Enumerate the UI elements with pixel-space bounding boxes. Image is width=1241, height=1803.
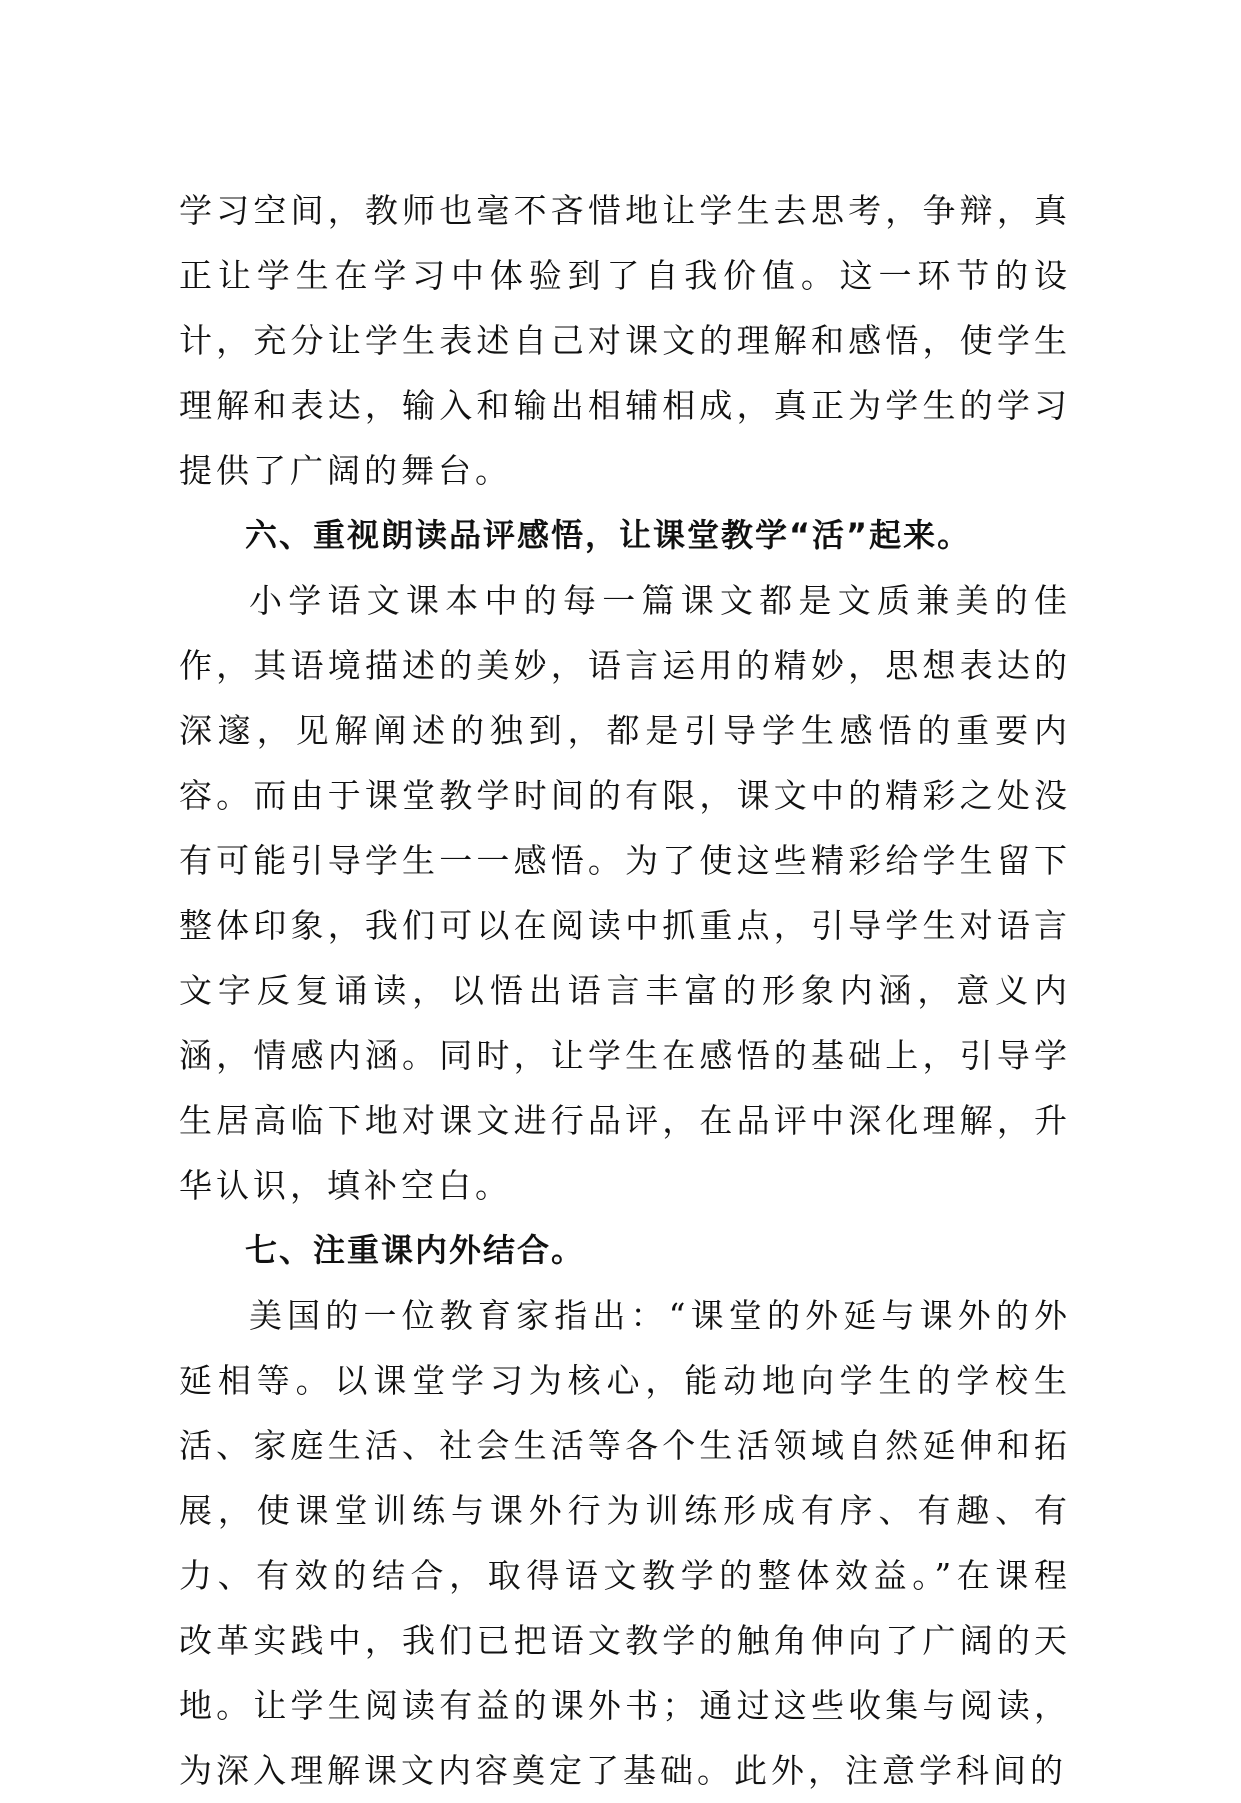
section-heading-6: 六、重视朗读品评感悟，让课堂教学“活”起来。	[245, 516, 972, 554]
section-heading-7: 七、注重课内外结合。	[245, 1231, 586, 1269]
body-paragraph: 美国的一位教育家指出：“课堂的外延与课外的外延相等。以课堂学习为核心，能动地向学生的学校生活、家庭生活、社会生活等各个生活领域自然延伸和拓展，使课堂训练与课外行为训练形成有序、有趣、有力、有效的结合，取得语文教学的整体效益。”在课程改革实践中，我们已把语文教学的触角伸向了广阔的天地。让学生阅读有益的课外书；通过这些收集与阅读，为深入理解课文内容奠定了基础。此外，注意学科间的	[179, 1296, 1071, 1790]
body-paragraph: 学习空间，教师也毫不吝惜地让学生去思考，争辩，真正让学生在学习中体验到了自我价值。这一环节的设计，充分让学生表述自己对课文的理解和感悟，使学生理解和表达，输入和输出相辅相成，真正为学生的学习提供了广阔的舞台。	[179, 191, 1071, 490]
body-paragraph: 小学语文课本中的每一篇课文都是文质兼美的佳作，其语境描述的美妙，语言运用的精妙，思想表达的深邃，见解阐述的独到，都是引导学生感悟的重要内容。而由于课堂教学时间的有限，课文中的精彩之处没有可能引导学生一一感悟。为了使这些精彩给学生留下整体印象，我们可以在阅读中抓重点，引导学生对语言文字反复诵读，以悟出语言丰富的形象内涵，意义内涵，情感内涵。同时，让学生在感悟的基础上，引导学生居高临下地对课文进行品评，在品评中深化理解，升华认识，填补空白。	[179, 581, 1071, 1205]
document-page	[179, 178, 1071, 1803]
